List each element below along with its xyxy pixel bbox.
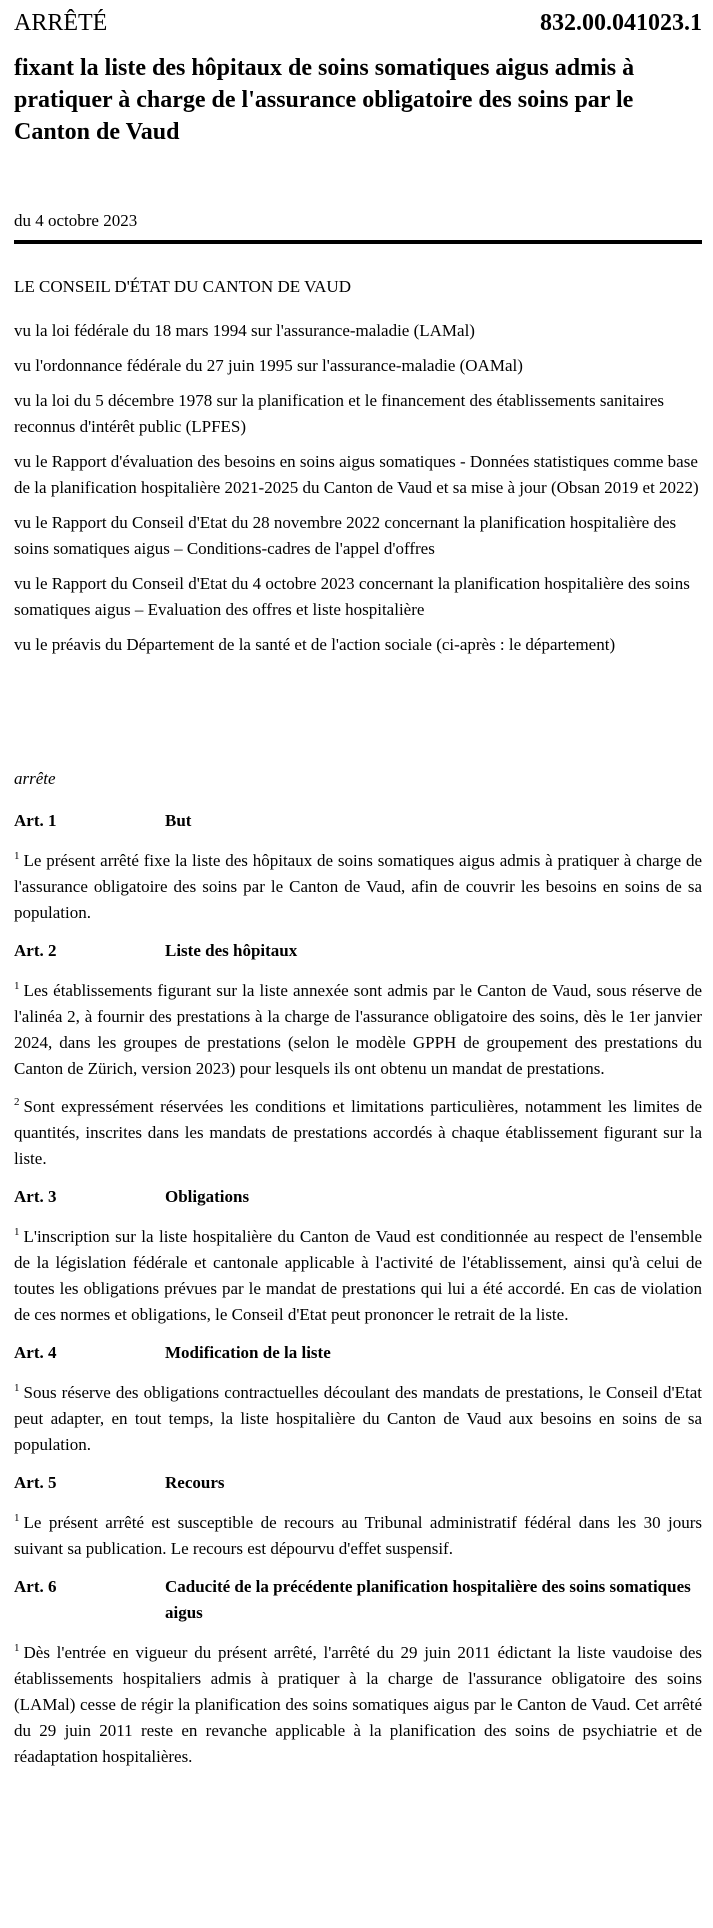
paragraph-text: Le présent arrêté fixe la liste des hôpitaux de soins somatiques aigus admis à pratiquer à charge de l'assurance obligatoire des soins par le Canton de Vaud, afin de couvrir les besoins en soins de sa population. bbox=[14, 851, 702, 922]
article-number: Art. 6 bbox=[14, 1577, 57, 1596]
paragraph-text: Le présent arrêté est susceptible de recours au Tribunal administratif fédéral dans les 30 jours suivant sa publication. Le recours est dépourvu d'effet suspensif. bbox=[14, 1513, 702, 1558]
article-heading bbox=[14, 1184, 702, 1210]
article-title: Modification de la liste bbox=[165, 1343, 331, 1362]
considerant: vu le Rapport du Conseil d'Etat du 28 novembre 2022 concernant la planification hospitalière des soins somatiques aigus – Conditions-cadres de l'appel d'offres bbox=[14, 513, 677, 558]
paragraph-text: Sous réserve des obligations contractuelles découlant des mandats de prestations, le Conseil d'Etat peut adapter, en tout temps, la liste hospitalière du Canton de Vaud aux besoins en soins de sa population. bbox=[14, 1383, 702, 1454]
article-title: Obligations bbox=[165, 1187, 250, 1206]
article-paragraph bbox=[14, 1510, 702, 1562]
considerants-list bbox=[14, 318, 702, 667]
paragraph-text: Les établissements figurant sur la liste annexée sont admis par le Canton de Vaud, sous réserve de l'alinéa 2, à fournir des prestations à la charge de l'assurance obligatoire des soins, dès le 1er janvier 2024, dans les groupes de prestations (selon le modèle GPPH de groupement des prestations du Canton de Zürich, version 2023) pour lesquels ils ont obtenu un mandat de prestations. bbox=[14, 981, 702, 1078]
document-header bbox=[14, 9, 702, 37]
article-paragraph bbox=[14, 848, 702, 926]
considerant: vu l'ordonnance fédérale du 27 juin 1995 sur l'assurance-maladie (OAMal) bbox=[14, 356, 523, 375]
article-4 bbox=[14, 1340, 702, 1458]
article-heading bbox=[14, 1470, 702, 1496]
article-number: Art. 5 bbox=[14, 1473, 57, 1492]
paragraph-number: 1 bbox=[14, 1512, 20, 1525]
paragraph-text: Sont expressément réservées les conditions et limitations particulières, notamment les limites de quantités, inscrites dans les mandats de prestations accordés à chaque établissement figurant sur la liste. bbox=[14, 1097, 702, 1168]
articles-section bbox=[14, 808, 702, 1782]
article-heading bbox=[14, 938, 702, 964]
paragraph-text: L'inscription sur la liste hospitalière du Canton de Vaud est conditionnée au respect de l'ensemble de la législation fédérale et cantonale applicable à l'activité de l'établissement, ainsi qu'à celui de toutes les obligations prévues par le mandat de prestations qui lui a été accordé. En cas de violation de ces normes et obligations, le Conseil d'Etat peut prononcer le retrait de la liste. bbox=[14, 1227, 702, 1324]
article-paragraph bbox=[14, 1224, 702, 1328]
article-number: Art. 1 bbox=[14, 811, 57, 830]
article-6 bbox=[14, 1574, 702, 1770]
paragraph-text: Dès l'entrée en vigueur du présent arrêté, l'arrêté du 29 juin 2011 édictant la liste vaudoise des établissements hospitaliers admis à pratiquer à la charge de l'assurance obligatoire des soins (LAMal) cesse de régir la planification des soins somatiques aigus par le Canton de Vaud. Cet arrêté du 29 juin 2011 reste en revanche applicable à la planification des soins de psychiatrie et de réadaptation hospitalières. bbox=[14, 1643, 702, 1766]
considerant: vu le Rapport d'évaluation des besoins en soins aigus somatiques - Données statistiques comme base de la planification hospitalière 2021-2025 du Canton de Vaud et sa mise à jour (Obsan 2019 et 2022) bbox=[14, 452, 699, 497]
article-title: Recours bbox=[165, 1473, 225, 1492]
issuing-authority: LE CONSEIL D'ÉTAT DU CANTON DE VAUD bbox=[14, 277, 351, 296]
article-title: But bbox=[165, 811, 192, 830]
considerant: vu le Rapport du Conseil d'Etat du 4 octobre 2023 concernant la planification hospitalière des soins somatiques aigus – Evaluation des offres et liste hospitalière bbox=[14, 574, 690, 619]
document-title: fixant la liste des hôpitaux de soins somatiques aigus admis à pratiquer à charge de l'assurance obligatoire des soins par le Canton de Vaud bbox=[14, 55, 635, 145]
article-3 bbox=[14, 1184, 702, 1328]
article-paragraph bbox=[14, 1094, 702, 1172]
document-number: 832.00.041023.1 bbox=[540, 10, 702, 36]
paragraph-number: 1 bbox=[14, 1226, 20, 1239]
paragraph-number: 1 bbox=[14, 1382, 20, 1395]
article-number: Art. 3 bbox=[14, 1187, 57, 1206]
article-paragraph bbox=[14, 978, 702, 1082]
article-number: Art. 2 bbox=[14, 941, 57, 960]
article-title: Caducité de la précédente planification hospitalière des soins somatiques aigus bbox=[165, 1577, 691, 1622]
document-type: ARRÊTÉ bbox=[14, 10, 108, 36]
article-heading bbox=[14, 1340, 702, 1366]
document-date: du 4 octobre 2023 bbox=[14, 211, 138, 230]
considerant: vu le préavis du Département de la santé et de l'action sociale (ci-après : le département) bbox=[14, 635, 616, 654]
article-paragraph bbox=[14, 1380, 702, 1458]
article-heading bbox=[14, 1574, 702, 1626]
article-title: Liste des hôpitaux bbox=[165, 941, 298, 960]
article-2 bbox=[14, 938, 702, 1172]
decree-verb: arrête bbox=[14, 769, 56, 788]
article-paragraph bbox=[14, 1640, 702, 1770]
paragraph-number: 1 bbox=[14, 1642, 20, 1655]
article-number: Art. 4 bbox=[14, 1343, 57, 1362]
article-1 bbox=[14, 808, 702, 926]
considerant: vu la loi fédérale du 18 mars 1994 sur l'assurance-maladie (LAMal) bbox=[14, 321, 475, 340]
article-heading bbox=[14, 808, 702, 834]
considerant: vu la loi du 5 décembre 1978 sur la planification et le financement des établissements sanitaires reconnus d'intérêt public (LPFES) bbox=[14, 391, 665, 436]
paragraph-number: 1 bbox=[14, 850, 20, 863]
paragraph-number: 1 bbox=[14, 980, 20, 993]
header-divider bbox=[14, 240, 702, 244]
paragraph-number: 2 bbox=[14, 1096, 20, 1109]
article-5 bbox=[14, 1470, 702, 1562]
